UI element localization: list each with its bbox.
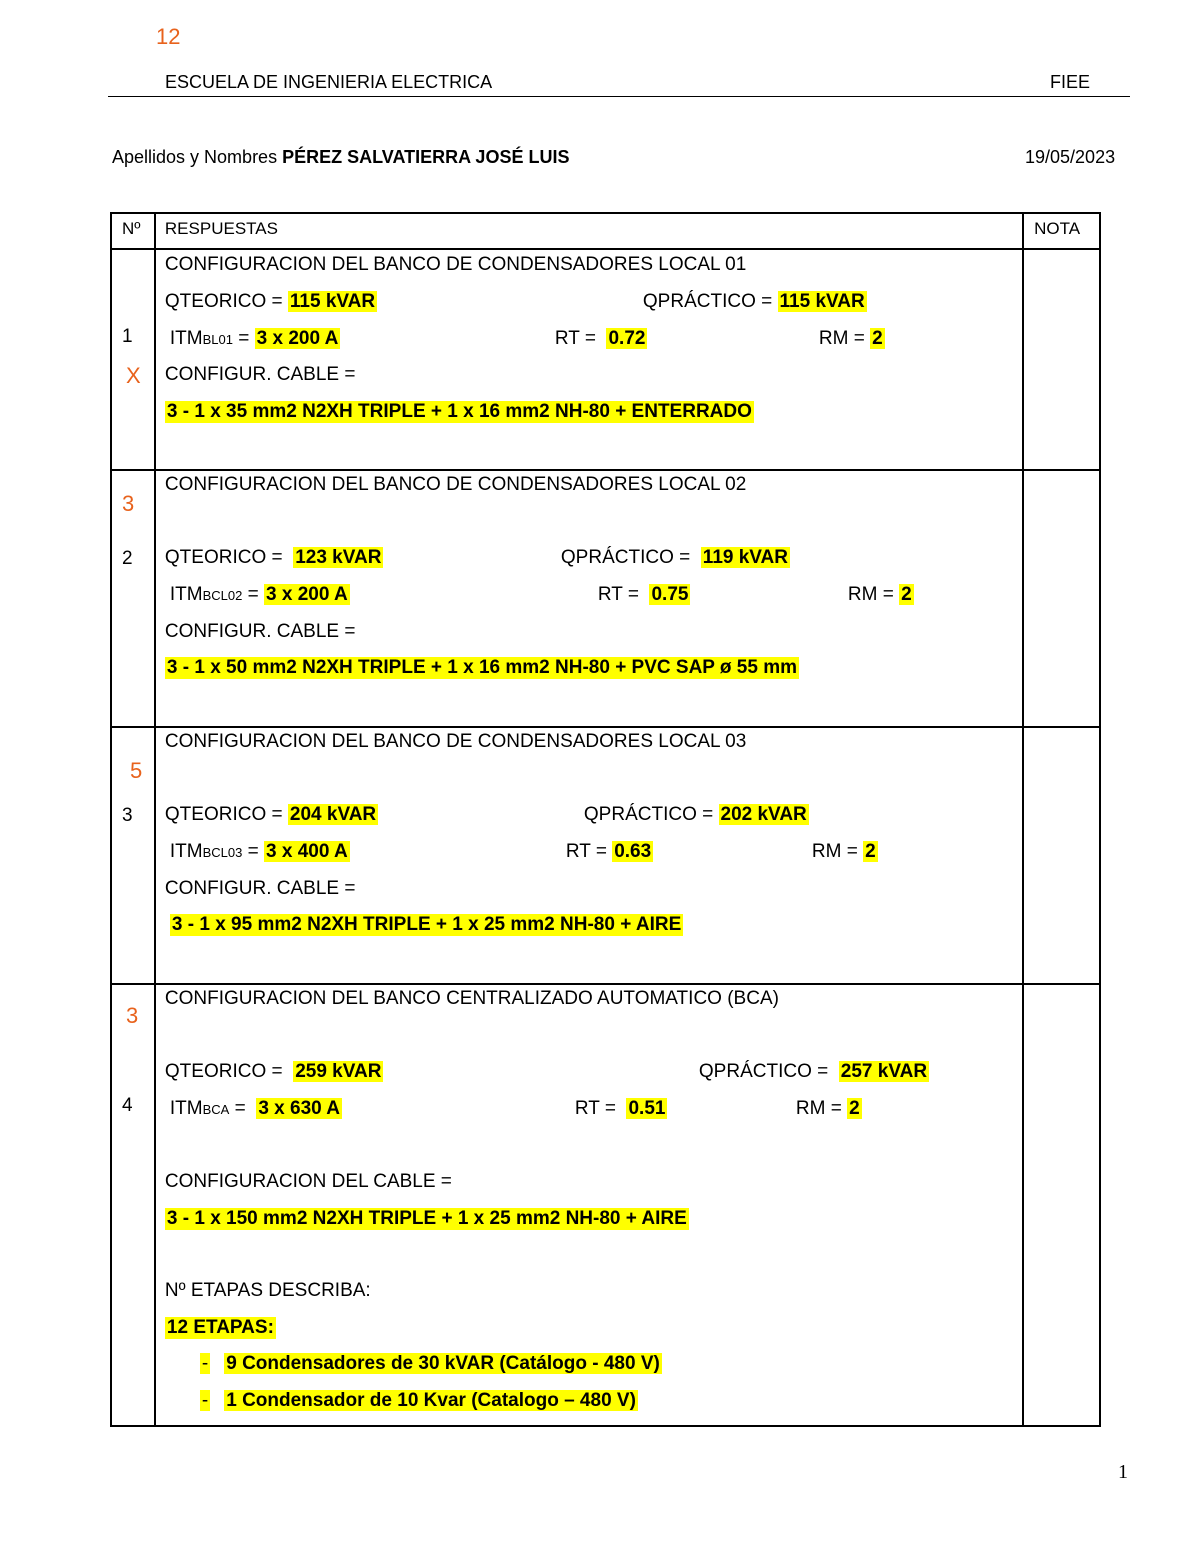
col-grade-header: NOTA <box>1034 219 1081 238</box>
rm-value: 2 <box>865 841 876 862</box>
qteorico: QTEORICO = 204 kVAR <box>164 804 377 825</box>
row-number: 1 <box>122 326 133 347</box>
stages-value: 12 ETAPAS: <box>166 1317 274 1338</box>
rm: RM = 2 <box>847 584 912 605</box>
school-name: ESCUELA DE INGENIERIA ELECTRICA <box>165 72 493 92</box>
list-item <box>200 1390 638 1412</box>
rm: RM = 2 <box>795 1098 860 1119</box>
cable-value: 3 - 1 x 150 mm2 N2XH TRIPLE + 1 x 25 mm2 NH-80 + AIRE <box>166 1208 687 1229</box>
row-mark: 3 <box>126 1003 139 1028</box>
rt: RT = 0.51 <box>574 1098 666 1119</box>
student-label: Apellidos y Nombres <box>112 147 278 167</box>
row-number: 4 <box>122 1095 133 1116</box>
exam-date: 19/05/2023 <box>1025 147 1116 167</box>
row-mark: 5 <box>130 758 143 783</box>
itm: ITMBL01 = 3 x 200 A <box>169 328 339 349</box>
rm-value: 2 <box>901 584 912 605</box>
stage-item: 9 Condensadores de 30 kVAR (Catálogo - 480 V) <box>226 1353 660 1374</box>
rt-value: 0.72 <box>608 328 646 349</box>
qpractico: QPRÁCTICO = 202 kVAR <box>583 804 807 825</box>
table-row <box>111 984 1100 1426</box>
qpractico: QPRÁCTICO = 119 kVAR <box>560 547 788 568</box>
qteorico-value: 204 kVAR <box>289 804 377 825</box>
rt: RT = 0.63 <box>565 841 652 862</box>
rt-value: 0.63 <box>614 841 652 862</box>
list-item <box>200 1353 662 1375</box>
grade-cell <box>1024 250 1099 469</box>
cable-value: 3 - 1 x 95 mm2 N2XH TRIPLE + 1 x 25 mm2 NH-80 + AIRE <box>171 914 682 935</box>
grade-cell <box>1024 471 1099 726</box>
grade-cell <box>1024 985 1099 1425</box>
stage-item: 1 Condensador de 10 Kvar (Catalogo – 480 V) <box>226 1390 636 1411</box>
rm-value: 2 <box>872 328 883 349</box>
col-answers-header: RESPUESTAS <box>164 219 278 238</box>
itm-value: 3 x 200 A <box>256 328 339 349</box>
row-title: CONFIGURACION DEL BANCO DE CONDENSADORES LOCAL 03 <box>164 731 747 752</box>
qteorico: QTEORICO = 115 kVAR <box>164 291 376 312</box>
bullet: - <box>201 1353 209 1374</box>
table-header-row <box>111 213 1100 249</box>
rt-value: 0.51 <box>628 1098 666 1119</box>
stages-label: Nº ETAPAS DESCRIBA: <box>164 1280 371 1301</box>
row-title: CONFIGURACION DEL BANCO CENTRALIZADO AUTOMATICO (BCA) <box>164 988 779 1009</box>
cable-label: CONFIGUR. CABLE = <box>164 878 356 899</box>
qpractico-value: 115 kVAR <box>779 291 865 312</box>
cable-label: CONFIGUR. CABLE = <box>164 364 356 385</box>
rm: RM = 2 <box>811 841 876 862</box>
rt: RT = 0.72 <box>554 328 646 349</box>
qteorico-value: 115 kVAR <box>289 291 376 312</box>
qpractico: QPRÁCTICO = 115 kVAR <box>642 291 865 312</box>
cable-value: 3 - 1 x 35 mm2 N2XH TRIPLE + 1 x 16 mm2 NH-80 + ENTERRADO <box>166 401 752 422</box>
row-title: CONFIGURACION DEL BANCO DE CONDENSADORES LOCAL 02 <box>164 474 747 495</box>
row-number: 2 <box>122 548 133 569</box>
rm-value: 2 <box>849 1098 860 1119</box>
table-row <box>111 470 1100 727</box>
qpractico-value: 257 kVAR <box>840 1061 928 1082</box>
answers-table <box>110 212 1101 1427</box>
qteorico-value: 123 kVAR <box>295 547 382 568</box>
qteorico: QTEORICO = 259 kVAR <box>164 1061 382 1082</box>
student-line <box>112 147 569 168</box>
student-name: PÉREZ SALVATIERRA JOSÉ LUIS <box>282 147 570 167</box>
itm-value: 3 x 400 A <box>266 841 348 862</box>
itm: ITMBCL03 = 3 x 400 A <box>169 841 348 862</box>
qteorico-value: 259 kVAR <box>295 1061 382 1082</box>
rt: RT = 0.75 <box>597 584 689 605</box>
rm: RM = 2 <box>818 328 883 349</box>
row-mark: X <box>126 363 141 388</box>
qpractico: QPRÁCTICO = 257 kVAR <box>698 1061 928 1082</box>
itm: ITMBCA = 3 x 630 A <box>169 1098 340 1119</box>
grade-cell <box>1024 728 1099 983</box>
row-title: CONFIGURACION DEL BANCO DE CONDENSADORES LOCAL 01 <box>164 254 747 275</box>
itm-value: 3 x 200 A <box>266 584 348 605</box>
itm: ITMBCL02 = 3 x 200 A <box>169 584 348 605</box>
cable-label: CONFIGUR. CABLE = <box>164 621 356 642</box>
row-number: 3 <box>122 805 133 826</box>
qteorico: QTEORICO = 123 kVAR <box>164 547 382 568</box>
bullet: - <box>201 1390 209 1411</box>
cable-label: CONFIGURACION DEL CABLE = <box>164 1171 452 1192</box>
grade-total-mark: 12 <box>156 24 181 49</box>
table-row <box>111 727 1100 984</box>
rt-value: 0.75 <box>651 584 689 605</box>
page-number: 1 <box>1118 1461 1128 1483</box>
itm-value: 3 x 630 A <box>258 1098 340 1119</box>
header-rule <box>108 96 1130 97</box>
cable-value: 3 - 1 x 50 mm2 N2XH TRIPLE + 1 x 16 mm2 NH-80 + PVC SAP ø 55 mm <box>166 657 797 678</box>
qpractico-value: 202 kVAR <box>720 804 807 825</box>
row-mark: 3 <box>122 491 135 516</box>
table-row <box>111 249 1100 470</box>
col-num-header: Nº <box>122 219 141 238</box>
faculty-name: FIEE <box>1050 72 1091 92</box>
qpractico-value: 119 kVAR <box>702 547 788 568</box>
